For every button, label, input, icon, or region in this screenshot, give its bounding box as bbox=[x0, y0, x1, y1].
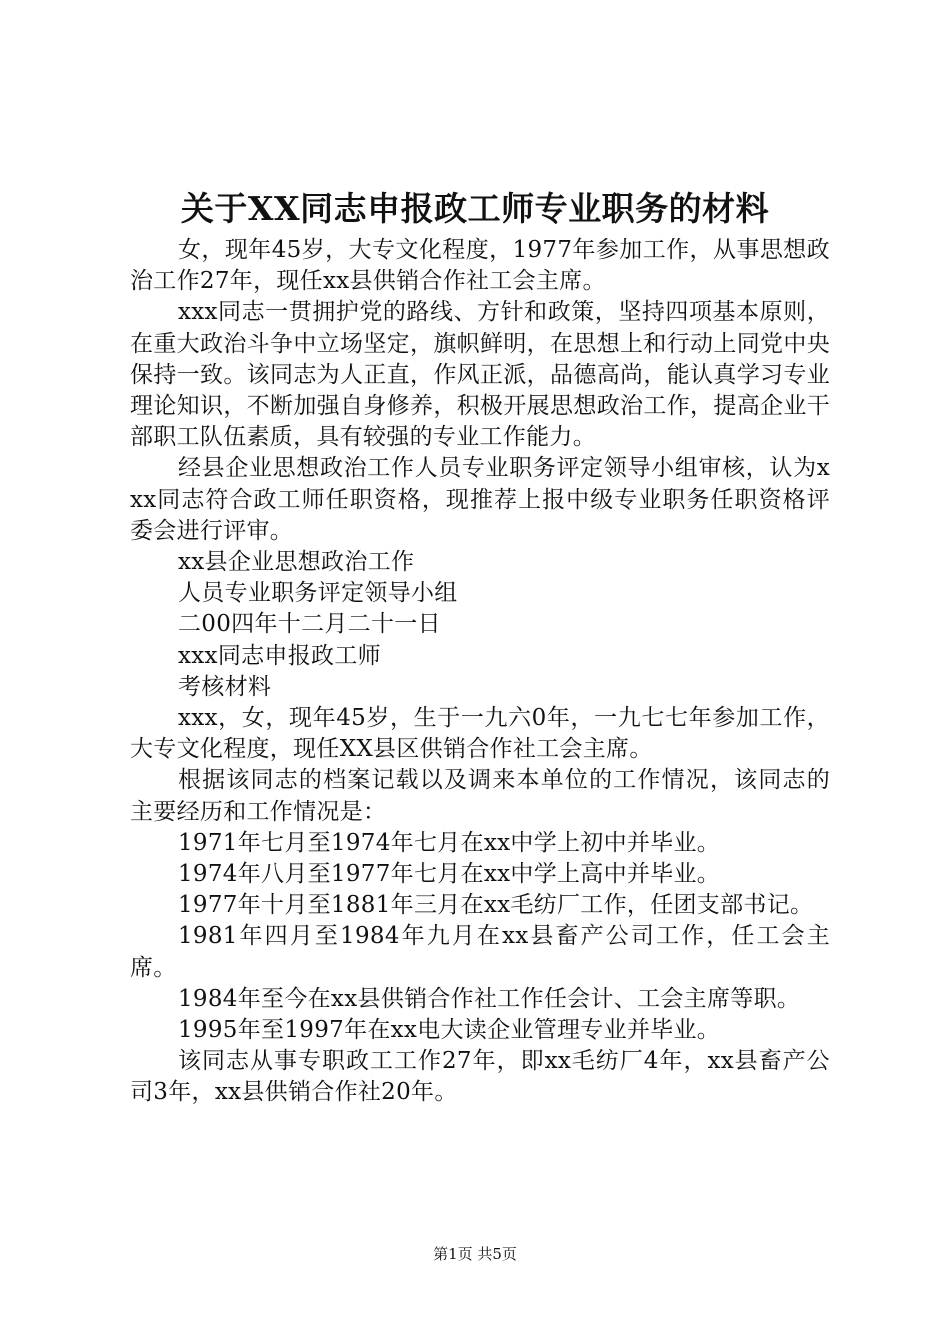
history-item: 1974年八月至1977年七月在xx中学上高中并毕业。 bbox=[178, 861, 721, 888]
document-body bbox=[130, 235, 830, 1109]
signature-org-line-1: xx县企业思想政治工作 bbox=[178, 549, 415, 576]
signature-date: 二00四年十二月二十一日 bbox=[178, 611, 441, 638]
paragraph-summary: 该同志从事专职政工工作27年，即xx毛纺厂4年，xx县畜产公司3年，xx县供销合作社20年。 bbox=[130, 1048, 830, 1106]
paragraph-recommendation: 经县企业思想政治工作人员专业职务评定领导小组审核，认为xxx同志符合政工师任职资格，现推荐上报中级专业职务任职资格评委会进行评审。 bbox=[130, 455, 830, 544]
history-item: 1984年至今在xx县供销合作社工作任会计、工会主席等职。 bbox=[178, 985, 801, 1012]
history-item: 1977年十月至1881年三月在xx毛纺厂工作，任团支部书记。 bbox=[178, 892, 814, 919]
signature-org-line-2: 人员专业职务评定领导小组 bbox=[178, 580, 458, 607]
history-item: 1971年七月至1974年七月在xx中学上初中并毕业。 bbox=[178, 829, 721, 856]
paragraph-political-stance: xxx同志一贯拥护党的路线、方针和政策，坚持四项基本原则，在重大政治斗争中立场坚定，旗帜鲜明，在思想上和行动上同党中央保持一致。该同志为人正直，作风正派，品德高尚，能认真学习专业理论知识，不断加强自身修养，积极开展思想政治工作，提高企业干部职工队伍素质，具有较强的专业工作能力。 bbox=[130, 299, 830, 451]
history-item: 1995年至1997年在xx电大读企业管理专业并毕业。 bbox=[178, 1017, 721, 1044]
paragraph-intro: 女，现年45岁，大专文化程度，1977年参加工作，从事思想政治工作27年，现任xx县供销合作社工会主席。 bbox=[130, 237, 830, 295]
document-title: 关于XX同志申报政工师专业职务的材料 bbox=[180, 189, 770, 228]
section-heading-line-1: xxx同志申报政工师 bbox=[178, 642, 381, 669]
section-heading-line-2: 考核材料 bbox=[178, 673, 272, 700]
paragraph-history-intro: 根据该同志的档案记载以及调来本单位的工作情况，该同志的主要经历和工作情况是： bbox=[130, 767, 830, 825]
paragraph-personal-info: xxx，女，现年45岁，生于一九六0年，一九七七年参加工作，大专文化程度，现任XX县区供销合作社工会主席。 bbox=[130, 705, 830, 763]
page-number-footer: 第1页 共5页 bbox=[433, 1245, 517, 1263]
history-item: 1981年四月至1984年九月在xx县畜产公司工作，任工会主席。 bbox=[130, 923, 830, 981]
